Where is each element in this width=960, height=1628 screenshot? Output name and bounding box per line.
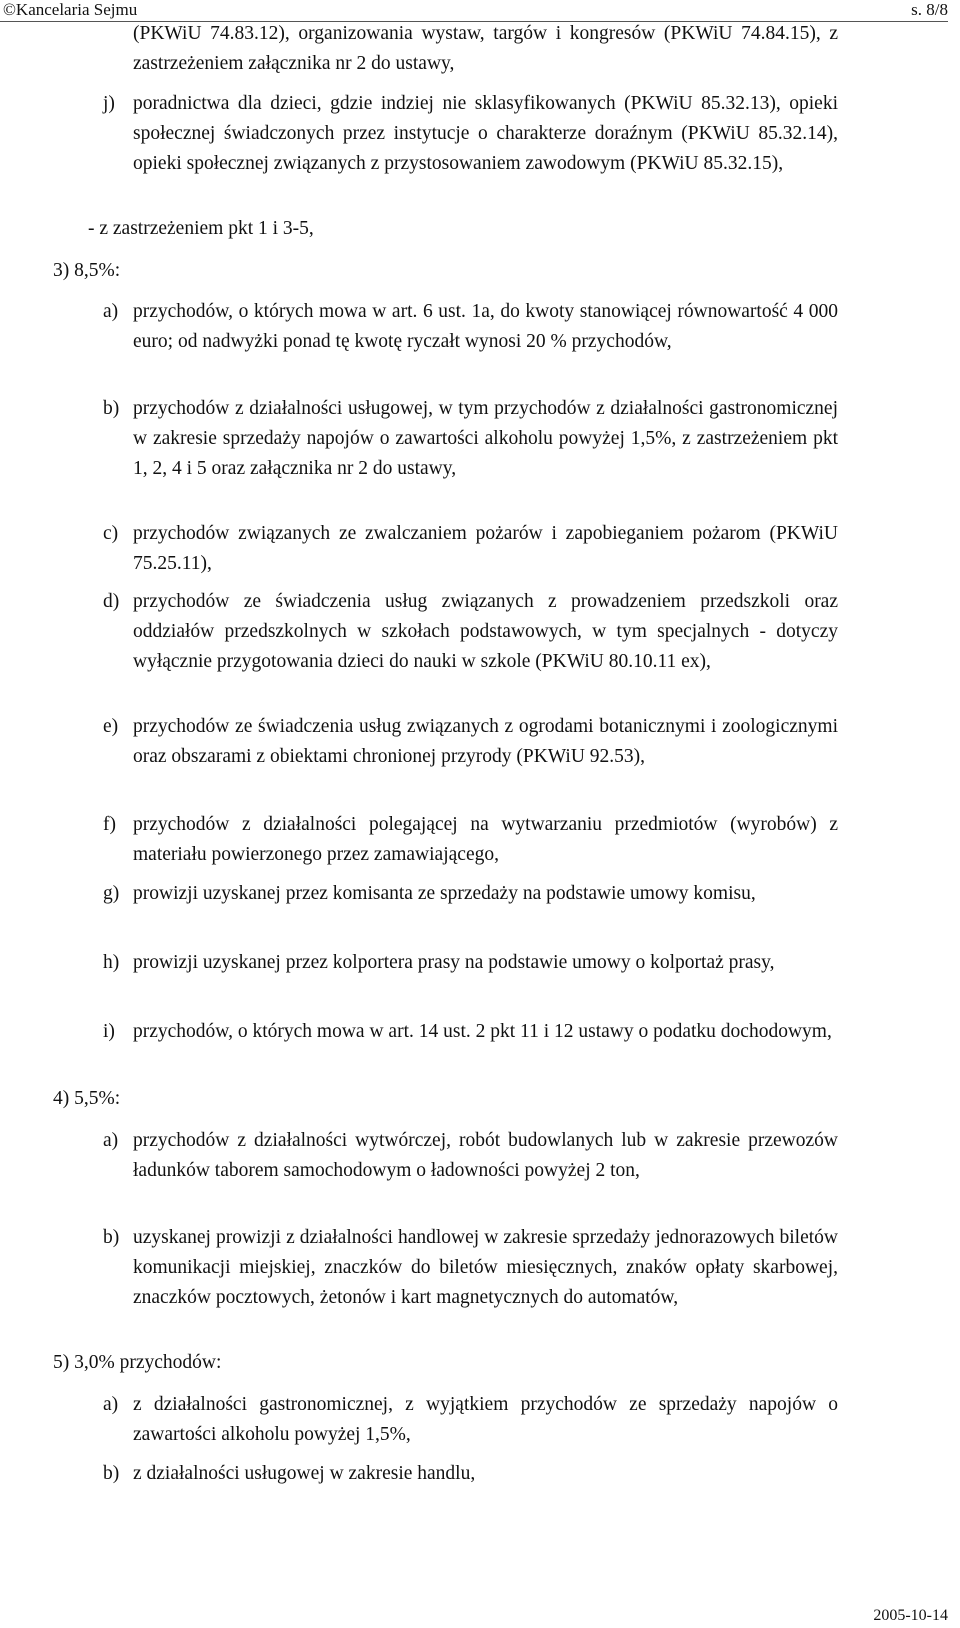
list-item-label: b) <box>103 398 120 419</box>
list-item-label: b) <box>103 1227 120 1248</box>
list-item-text: poradnictwa dla dzieci, gdzie indziej nie sklasyfikowanych (PKWiU 85.32.13), opieki społecznej świadczonych przez instytucje o charakterze doraźnym (PKWiU 85.32.14), opieki społecznej związanych z przystosowaniem zawodowym (PKWiU 85.32.15), <box>133 93 838 174</box>
list-item-label: i) <box>103 1021 115 1042</box>
list-item-text: przychodów z działalności wytwórczej, robót budowlanych lub w zakresie przewozów ładunków taborem samochodowym o ładowności powyżej 2 ton, <box>133 1130 838 1181</box>
list-item-text: uzyskanej prowizji z działalności handlowej w zakresie sprzedaży jednorazowych biletów komunikacji miejskiej, znaczków do biletów miesięcznych, znaków opłaty skarbowej, znaczków pocztowych, żetonów i kart magnetycznych do automatów, <box>133 1227 838 1308</box>
list-item-text: przychodów ze świadczenia usług związanych z prowadzeniem przedszkoli oraz oddziałów przedszkolnych w szkołach podstawowych, w tym specjalnych - dotyczy wyłącznie przygotowania dzieci do nauki w szkole (PKWiU 80.10.11 ex), <box>133 591 838 672</box>
list-item-text: przychodów, o których mowa w art. 14 ust. 2 pkt 11 i 12 ustawy o podatku dochodowym, <box>133 1021 832 1042</box>
section-3-item-f <box>103 810 838 870</box>
continuation-text: (PKWiU 74.83.12), organizowania wystaw, targów i kongresów (PKWiU 74.84.15), z zastrzeżeniem załącznika nr 2 do ustawy, <box>133 23 838 74</box>
section-4-item-a <box>103 1126 838 1186</box>
section-3-item-c <box>103 519 838 579</box>
header-page-number: s. 8/8 <box>911 0 948 19</box>
list-item-label: a) <box>103 1130 119 1151</box>
list-item-text: z działalności gastronomicznej, z wyjątkiem przychodów ze sprzedaży napojów o zawartości alkoholu powyżej 1,5%, <box>133 1394 838 1445</box>
section-4-item-b <box>103 1223 838 1313</box>
list-item-label: d) <box>103 591 120 612</box>
list-item-label: j) <box>103 93 115 114</box>
section-5-item-a <box>103 1390 838 1450</box>
list-item-text: prowizji uzyskanej przez komisanta ze sprzedaży na podstawie umowy komisu, <box>133 883 756 904</box>
section-5-heading: 5) 3,0% przychodów: <box>53 1352 222 1373</box>
section-3-item-i <box>103 1017 838 1047</box>
list-item-text: przychodów ze świadczenia usług związanych z ogrodami botanicznymi i zoologicznymi oraz obszarami z obiektami chronionej przyrody (PKWiU 92.53), <box>133 716 838 767</box>
list-item-label: a) <box>103 301 119 322</box>
section-4-heading: 4) 5,5%: <box>53 1088 121 1109</box>
section-3-heading: 3) 8,5%: <box>53 260 121 281</box>
list-item-label: c) <box>103 523 119 544</box>
list-item-text: przychodów z działalności usługowej, w tym przychodów z działalności gastronomicznej w zakresie sprzedaży napojów o zawartości alkoholu powyżej 1,5%, z zastrzeżeniem pkt 1, 2, 4 i 5 oraz załącznika nr 2 do ustawy, <box>133 398 838 479</box>
list-item-text: przychodów, o których mowa w art. 6 ust. 1a, do kwoty stanowiącej równowartość 4 000 euro; od nadwyżki ponad tę kwotę ryczałt wynosi 20 % przychodów, <box>133 301 838 352</box>
list-item-label: h) <box>103 952 120 973</box>
list-item-text: prowizji uzyskanej przez kolportera prasy na podstawie umowy o kolportaż prasy, <box>133 952 775 973</box>
section-3-item-h <box>103 948 838 978</box>
list-item-text: przychodów związanych ze zwalczaniem pożarów i zapobieganiem pożarom (PKWiU 75.25.11), <box>133 523 838 574</box>
list-item-text: z działalności usługowej w zakresie handlu, <box>133 1463 476 1484</box>
footer-date: 2005-10-14 <box>873 1607 948 1624</box>
section-3-item-b <box>103 394 838 484</box>
section-5-item-b <box>103 1459 838 1489</box>
continuation-paragraph <box>133 19 838 79</box>
section-3-item-g <box>103 879 838 909</box>
header-publisher: ©Kancelaria Sejmu <box>3 0 138 19</box>
list-item-j <box>103 89 838 179</box>
section-3-item-a <box>103 297 838 357</box>
list-item-label: f) <box>103 814 116 835</box>
list-item-label: e) <box>103 716 119 737</box>
section-3-item-d <box>103 587 838 677</box>
list-item-label: b) <box>103 1463 120 1484</box>
list-item-label: a) <box>103 1394 119 1415</box>
list-item-label: g) <box>103 883 120 904</box>
section-3-item-e <box>103 712 838 772</box>
exclusion-line: - z zastrzeżeniem pkt 1 i 3-5, <box>88 218 314 239</box>
list-item-text: przychodów z działalności polegającej na wytwarzaniu przedmiotów (wyrobów) z materiału powierzonego przez zamawiającego, <box>133 814 838 865</box>
